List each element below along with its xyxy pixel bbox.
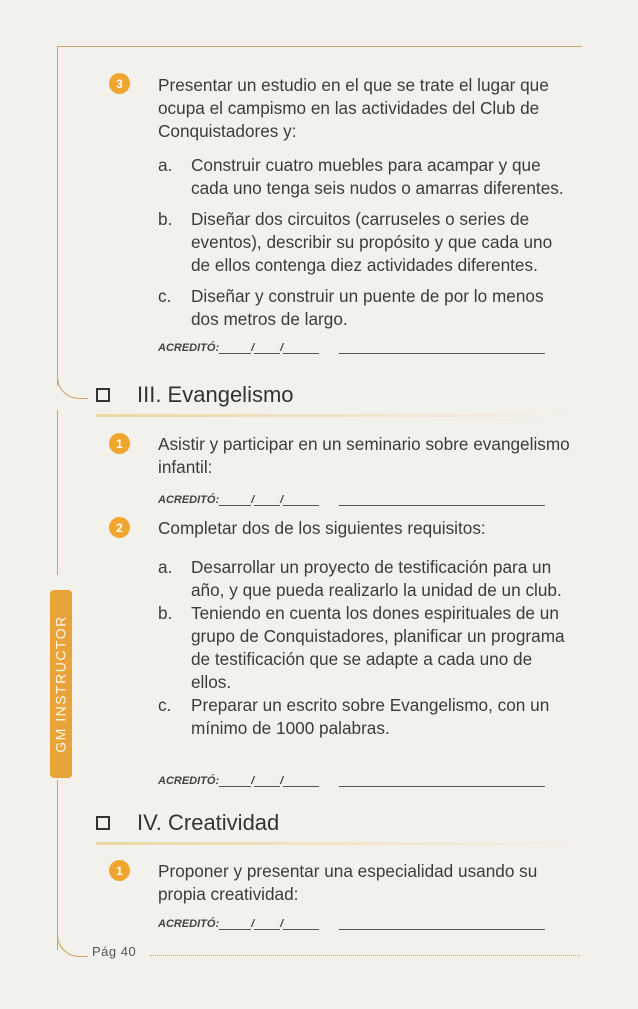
sub-requirement-text: Desarrollar un proyecto de testificación para un año, y que pueda realizarlo la unidad de un club. (191, 557, 562, 600)
section-checkbox[interactable] (96, 388, 110, 402)
date-month-field[interactable] (254, 918, 280, 930)
bracket-curve-1 (57, 370, 88, 399)
acredito-label: ACREDITÓ: (158, 494, 220, 506)
heading-underline (96, 842, 580, 845)
sub-requirement (158, 602, 576, 694)
date-year-field[interactable] (283, 775, 319, 787)
sub-requirement (158, 556, 576, 602)
date-day-field[interactable] (219, 494, 251, 506)
requirement-text: Proponer y presentar una especialidad usando su propia creatividad: (158, 861, 538, 904)
date-year-field[interactable] (283, 918, 319, 930)
acredito-label: ACREDITÓ: (158, 342, 220, 354)
signature-field[interactable] (339, 494, 545, 506)
bracket-line-top (57, 46, 582, 47)
acredito-row: ACREDITÓ: / / (158, 918, 545, 930)
item-number-badge: 1 (109, 433, 130, 454)
signature-field[interactable] (339, 775, 545, 787)
date-year-field[interactable] (283, 494, 319, 506)
section-title: III. Evangelismo (137, 382, 294, 407)
sub-requirement-text: Diseñar y construir un puente de por lo menos dos metros de largo. (191, 286, 544, 329)
sub-requirement-letter: c. (158, 286, 172, 306)
requirement-text: Asistir y participar en un seminario sobre evangelismo infantil: (158, 434, 570, 477)
acredito-row: ACREDITÓ: / / (158, 494, 545, 506)
acredito-label: ACREDITÓ: (158, 775, 220, 787)
section-checkbox[interactable] (96, 816, 110, 830)
side-tab (50, 590, 72, 778)
requirement-text: Presentar un estudio en el que se trate el lugar que ocupa el campismo en las actividades del Club de Conquistadores y: (158, 75, 549, 141)
acredito-row: ACREDITÓ: / / (158, 775, 545, 787)
date-month-field[interactable] (254, 775, 280, 787)
sub-requirement (158, 208, 576, 277)
sub-requirement-letter: a. (158, 557, 173, 577)
bracket-line-left-1 (57, 46, 58, 386)
date-day-field[interactable] (219, 918, 251, 930)
side-tab-label: GM INSTRUCTOR (53, 615, 69, 753)
item-number-badge: 1 (109, 860, 130, 881)
sub-requirement-list (158, 154, 576, 331)
acredito-row: ACREDITÓ: / / (158, 342, 545, 354)
sub-requirement-letter: b. (158, 209, 173, 229)
sub-requirement-letter: b. (158, 603, 173, 623)
item-number-badge: 2 (109, 517, 130, 538)
page-rule (150, 955, 580, 956)
page-number: Pág 40 (92, 944, 137, 959)
bracket-line-left-2 (57, 410, 58, 575)
date-month-field[interactable] (254, 494, 280, 506)
bracket-curve-3 (57, 930, 88, 957)
date-month-field[interactable] (254, 342, 280, 354)
sub-requirement-text: Preparar un escrito sobre Evangelismo, con un mínimo de 1000 palabras. (191, 695, 550, 738)
sub-requirement-letter: c. (158, 695, 172, 715)
date-day-field[interactable] (219, 342, 251, 354)
date-day-field[interactable] (219, 775, 251, 787)
sub-requirement-text: Construir cuatro muebles para acampar y que cada uno tenga seis nudos o amarras diferentes. (191, 155, 564, 198)
requirement-text: Completar dos de los siguientes requisitos: (158, 518, 486, 538)
acredito-label: ACREDITÓ: (158, 918, 220, 930)
sub-requirement (158, 694, 576, 740)
section-heading-evangelismo (96, 382, 294, 408)
date-year-field[interactable] (283, 342, 319, 354)
heading-underline (96, 414, 580, 417)
section-heading-creatividad (96, 810, 279, 836)
sub-requirement (158, 154, 576, 200)
signature-field[interactable] (339, 918, 545, 930)
sub-requirement-list (158, 556, 576, 740)
item-number-badge: 3 (109, 73, 130, 94)
sub-requirement-text: Teniendo en cuenta los dones espirituales de un grupo de Conquistadores, planificar un programa de testificación que se adapte a cada uno de ellos. (191, 603, 565, 692)
section-title: IV. Creatividad (137, 810, 280, 835)
sub-requirement-text: Diseñar dos circuitos (carruseles o series de eventos), describir su propósito y que cada uno de ellos contenga diez actividades diferentes. (191, 209, 553, 275)
sub-requirement-letter: a. (158, 155, 173, 175)
sub-requirement (158, 285, 576, 331)
signature-field[interactable] (339, 342, 545, 354)
bracket-line-left-3 (57, 780, 58, 950)
